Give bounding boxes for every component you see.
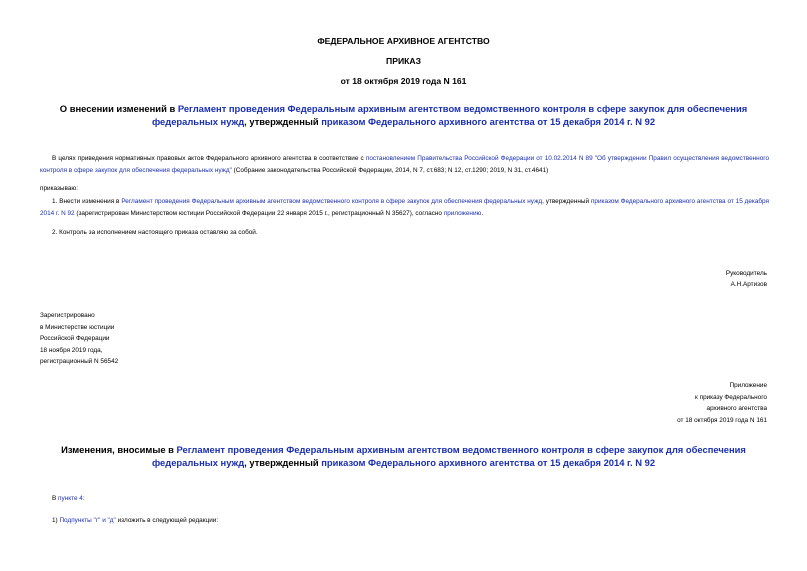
- government-decree-link[interactable]: постановлением Правительства Российской Федерации от 10.02.2014 N 89 "Об утверждении Правил осуществления ведомственного контроля в сфере закупок для обеспечения федеральных нужд": [40, 155, 769, 174]
- preamble-paragraph: [40, 153, 769, 176]
- appendix-line: от 18 октября 2019 года N 161: [677, 416, 767, 424]
- title-prefix: О внесении изменений в: [59, 103, 178, 114]
- preamble-text-2: (Собрание законодательства Российской Федерации, 2014, N 7, ст.683; N 12, ст.1290; 2019, N 31, ст.4641): [231, 166, 549, 174]
- subpoint-text-2: изложить в следующей редакции:: [115, 517, 219, 524]
- registration-block: [40, 310, 118, 368]
- signature-name: А.Н.Артизов: [730, 281, 767, 288]
- title-mid: , утвержденный: [244, 116, 322, 127]
- order-date-number: от 18 октября 2019 года N 161: [340, 76, 467, 86]
- registration-line: 18 ноября 2019 года,: [40, 346, 103, 354]
- point-4-link[interactable]: пункте 4: [58, 495, 83, 502]
- item-1-paragraph: [40, 196, 769, 219]
- order-word: приказываю:: [40, 185, 78, 192]
- item-1-regulation-link[interactable]: Регламент проведения Федеральным архивным агентством ведомственного контроля в сфере закупок для обеспечения федеральных нужд: [121, 198, 543, 205]
- preamble-text-1: В целях приведения нормативных правовых актов Федерального архивного агентства в соответствие с: [52, 155, 366, 162]
- order-92-link[interactable]: приказом Федерального архивного агентства от 15 декабря 2014 г. N 92: [321, 116, 656, 127]
- appendix-line: Приложение: [729, 382, 767, 389]
- item-1-text-4: .: [481, 209, 484, 217]
- point-4-text-2: :: [82, 495, 85, 502]
- subpoint-text-1: 1): [52, 517, 60, 524]
- changes-order-92-link[interactable]: приказом Федерального архивного агентства от 15 декабря 2014 г. N 92: [321, 457, 656, 468]
- regulation-link[interactable]: Регламент проведения Федеральным архивным агентством ведомственного контроля в сфере закупок для обеспечения федеральных нужд: [151, 103, 748, 127]
- changes-title-prefix: Изменения, вносимые в: [61, 444, 177, 455]
- appendix-line: к приказу Федерального: [695, 393, 767, 401]
- item-1-order-92-link[interactable]: приказом Федерального архивного агентства от 15 декабря 2014 г. N 92: [40, 198, 770, 217]
- changes-regulation-link[interactable]: Регламент проведения Федеральным архивным агентством ведомственного контроля в сфере закупок для обеспечения федеральных нужд: [151, 444, 746, 468]
- registration-line: регистрационный N 56542: [40, 358, 119, 365]
- subpoint-paragraph: [52, 515, 218, 527]
- doc-type-heading: ПРИКАЗ: [386, 56, 421, 66]
- appendix-link[interactable]: приложению: [443, 209, 482, 217]
- registration-line: Российской Федерации: [40, 335, 110, 342]
- changes-title: [40, 443, 767, 469]
- subpoints-link[interactable]: Подпункты "г" и "д": [59, 517, 116, 524]
- item-1-text-1: 1. Внести изменения в: [52, 198, 122, 205]
- changes-title-mid: , утвержденный: [244, 457, 322, 468]
- signature-position: Руководитель: [725, 270, 767, 277]
- registration-line: в Министерстве юстиции: [40, 323, 115, 331]
- agency-heading: ФЕДЕРАЛЬНОЕ АРХИВНОЕ АГЕНТСТВО: [317, 36, 490, 46]
- item-1-text-3: (зарегистрирован Министерством юстиции Российской Федерации 22 января 2015 г., регистрационный N 35627), согласно: [74, 209, 444, 217]
- appendix-line: архивного агентства: [706, 405, 767, 412]
- point-4-paragraph: [52, 493, 85, 505]
- order-title: [40, 102, 767, 128]
- point-4-text-1: В: [52, 495, 59, 502]
- appendix-block: [677, 380, 767, 426]
- item-2-paragraph: 2. Контроль за исполнением настоящего приказа оставляю за собой.: [52, 229, 258, 236]
- registration-line: Зарегистрировано: [40, 312, 95, 319]
- item-1-text-2: , утвержденный: [542, 198, 591, 205]
